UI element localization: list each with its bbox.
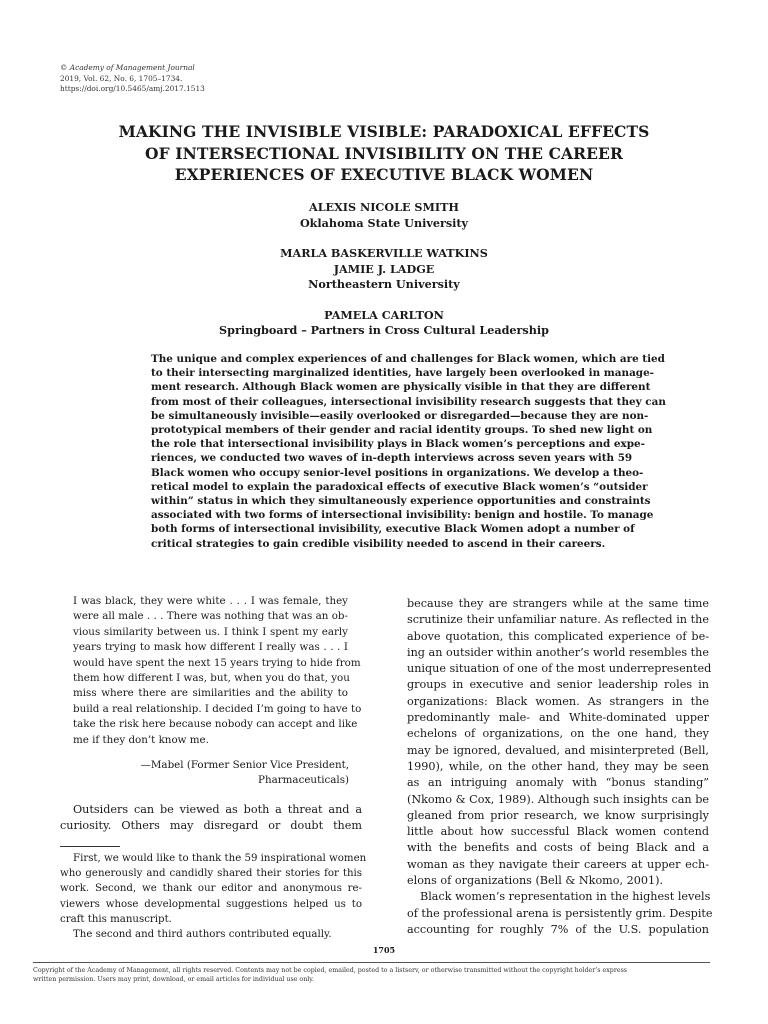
abstract-line: The unique and complex experiences of and challenges for Black women, which are tied	[151, 353, 665, 365]
abstract-line: the role that intersectional invisibility plays in Black women’s perceptions and expe-	[151, 438, 645, 451]
title-line: MAKING THE INVISIBLE VISIBLE: PARADOXICAL EFFECTS	[118, 122, 650, 141]
abstract-line: critical strategies to gain credible visibility needed to ascend in their careers.	[151, 537, 606, 550]
body-line: curiosity. Others may disregard or doubt them	[60, 819, 362, 833]
footnote-line: craft this manuscript.	[60, 913, 172, 925]
attribution-line: —Mabel (Former Senior Vice President,	[140, 759, 349, 772]
copyright-divider	[33, 962, 710, 963]
footnote-line: work. Second, we thank our editor and anonymous re-	[60, 883, 362, 895]
journal-info	[60, 63, 205, 95]
body-line: groups in executive and senior leadership roles in	[407, 678, 709, 692]
quote-line: vious similarity between us. I think I spent my early	[73, 625, 348, 638]
title-line: EXPERIENCES OF EXECUTIVE BLACK WOMEN	[174, 165, 594, 184]
body-line: scrutinize their unfamiliar nature. As reflected in the	[407, 613, 709, 627]
author-group	[60, 308, 708, 339]
copyright-line: written permission. Users may print, download, or email articles for individual use only.	[33, 976, 314, 983]
article-title	[60, 121, 708, 186]
body-line: Black women’s representation in the highest levels	[420, 890, 711, 904]
body-line: echelons of organizations, on the one hand, they	[407, 727, 709, 741]
title-line: OF INTERSECTIONAL INVISIBILITY ON THE CAREER	[145, 143, 623, 163]
abstract-line: to their intersecting marginalized identities, have largely been overlooked in manage-	[151, 367, 654, 380]
quote-line: miss where there are similarities and the ability to	[73, 687, 348, 700]
abstract	[151, 352, 666, 551]
attribution-line: Pharmaceuticals)	[258, 774, 349, 787]
footnote-line: First, we would like to thank the 59 inspirational women	[73, 853, 367, 864]
abstract-line: prototypical members of their gender and racial identity groups. To shed new light on	[151, 424, 653, 437]
abstract-line: be simultaneously invisible—easily overlooked or disregarded—because they are non-	[151, 409, 649, 422]
quote-line: would have spent the next 15 years trying to hide from	[73, 656, 361, 669]
left-column	[60, 594, 362, 835]
author-affiliation: Oklahoma State University	[299, 215, 469, 230]
body-line: of the professional arena is persistently grim. Despite	[407, 906, 713, 920]
footnote-line: viewers whose developmental suggestions helped us to	[60, 898, 362, 910]
quote-line: build a real relationship. I decided I’m going to have to	[73, 702, 362, 715]
body-line: may be ignored, devalued, and misinterpreted (Bell,	[407, 743, 709, 757]
body-line: little about how successful Black women contend	[407, 825, 709, 839]
body-line: organizations: Black women. As strangers in the	[407, 694, 709, 708]
author-block	[60, 200, 708, 354]
journal-volume: 2019, Vol. 62, No. 6, 1705–1734.	[60, 73, 183, 83]
quote-line: I was black, they were white . . . I was female, they	[73, 595, 348, 607]
footnote-line: who generously and candidly shared their stories for this	[60, 868, 362, 880]
quote-line: were all male . . . There was nothing that was an ob-	[73, 610, 348, 623]
abstract-line: from most of their colleagues, intersectional invisibility research suggests that they can	[151, 395, 666, 408]
abstract-line: Black women who occupy senior-level positions in organizations. We develop a theo-	[151, 466, 644, 479]
body-line: with the benefits and costs of being Black and a	[407, 841, 709, 855]
doi-link[interactable]: https://doi.org/10.5465/amj.2017.1513	[60, 84, 205, 93]
right-column	[407, 596, 713, 938]
body-line: accounting for roughly 7% of the U.S. population	[407, 922, 709, 936]
page-number: 1705	[372, 945, 396, 955]
author-name: JAMIE J. LADGE	[333, 261, 435, 276]
quote-line: years trying to mask how different I really was . . . I	[73, 641, 348, 654]
body-line: gleaned from prior research, we know surprisingly	[407, 808, 709, 822]
body-line: 1990), while, on the other hand, they may be seen	[407, 759, 709, 773]
abstract-line: ment research. Although Black women are physically visible in that they are different	[151, 381, 651, 394]
author-affiliation: Springboard – Partners in Cross Cultural Leadership	[219, 323, 549, 337]
body-line: above quotation, this complicated experience of be-	[407, 629, 709, 643]
quote-attribution	[60, 758, 349, 789]
author-affiliation: Northeastern University	[308, 277, 460, 291]
copyright-notice	[33, 966, 710, 984]
body-line: predominantly male- and White-dominated upper	[407, 711, 709, 725]
body-line: as an intriguing anomaly with “bonus standing”	[407, 776, 709, 790]
footnote-divider	[60, 846, 120, 847]
body-line: Outsiders can be viewed as both a threat and a	[73, 802, 362, 816]
body-paragraph	[60, 802, 362, 835]
author-name: PAMELA CARLTON	[324, 307, 444, 322]
body-line: because they are strangers while at the same time	[407, 597, 709, 610]
author-name: ALEXIS NICOLE SMITH	[309, 200, 459, 214]
quote-line: me if they don’t know me.	[73, 733, 209, 746]
abstract-line: retical model to explain the paradoxical effects of executive Black women’s “outsider	[151, 480, 648, 493]
body-line: (Nkomo & Cox, 1989). Although such insights can be	[407, 792, 709, 806]
quote-line: take the risk here because nobody can accept and like	[73, 718, 358, 731]
body-line: ing an outsider within another’s world resembles the	[407, 645, 709, 659]
copyright-line: Copyright of the Academy of Management, all rights reserved. Contents may not be copied, emailed, posted to a listserv, or otherwise transmitted without the copyright holder’s express	[33, 967, 628, 974]
author-group	[60, 246, 708, 293]
quote-line: them how different I was, but, when you do that, you	[73, 672, 350, 685]
author-group	[60, 200, 708, 231]
footnote-line: The second and third authors contributed equally.	[73, 929, 332, 941]
abstract-line: riences, we conducted two waves of in-depth interviews across seven years with 59	[151, 452, 633, 465]
footnotes	[60, 851, 367, 942]
body-line: woman as they navigate their careers at upper ech-	[407, 857, 709, 871]
abstract-line: both forms of intersectional invisibility, executive Black Women adopt a number of	[151, 523, 635, 536]
journal-name: © Academy of Management Journal	[60, 63, 195, 72]
epigraph-quote	[73, 594, 362, 748]
body-line: unique situation of one of the most underrepresented	[407, 662, 712, 676]
body-line: elons of organizations (Bell & Nkomo, 2001).	[407, 874, 664, 888]
abstract-line: within” status in which they simultaneously experience opportunities and constraints	[151, 495, 651, 508]
author-name: MARLA BASKERVILLE WATKINS	[280, 246, 488, 260]
abstract-line: associated with two forms of intersectional invisibility: benign and hostile. To manage	[151, 509, 654, 522]
